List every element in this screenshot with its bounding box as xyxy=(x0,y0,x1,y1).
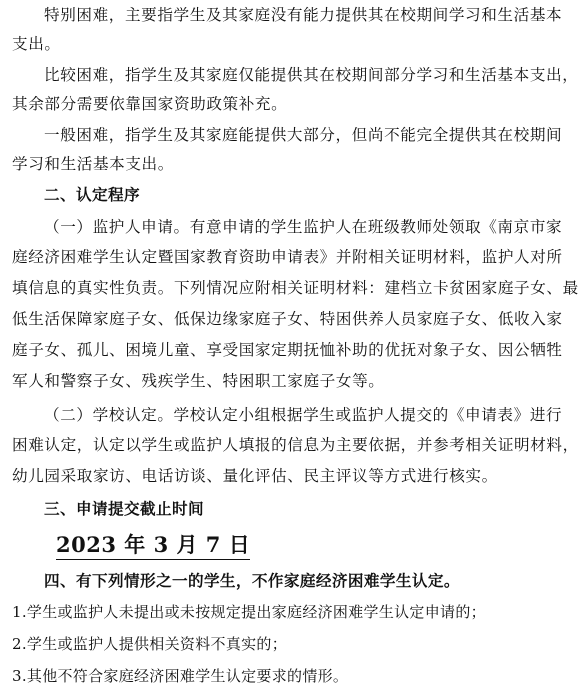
relative-difficulty-text: 比较困难，指学生及其家庭仅能提供其在校期间部分学习和生活基本支出， xyxy=(44,66,579,84)
section3-heading: 三、申请提交截止时间 xyxy=(44,500,204,518)
section4-heading: 四、有下列情形之一的学生，不作家庭经济困难学生认定。 xyxy=(44,572,460,590)
list-item: 1.学生或监护人未提出或未按规定提出家庭经济困难学生认定申请的； xyxy=(12,603,486,621)
section2-heading: 二、认定程序 xyxy=(44,186,140,204)
list-item: 2.学生或监护人提供相关资料不真实的； xyxy=(12,635,288,653)
general-difficulty-text: 一般困难，指学生及其家庭能提供大部分，但尚不能完全提供其在校期间 xyxy=(44,126,563,144)
guardian-application-text-2: 庭经济困难学生认定暨国家教育资助申请表》并附相关证明材料，监护人对所 xyxy=(12,248,563,266)
school-determination-text-3: 幼儿园采取家访、电话访谈、量化评估、民主评议等方式进行核实。 xyxy=(12,467,498,485)
general-difficulty-text-cont: 学习和生活基本支出。 xyxy=(12,155,174,173)
guardian-application-text-4: 低生活保障家庭子女、低保边缘家庭子女、特困供养人员家庭子女、低收入家 xyxy=(12,310,563,328)
guardian-application-text-5: 庭子女、孤儿、困境儿童、享受国家定期抚恤补助的优抚对象子女、因公牺牲 xyxy=(12,341,563,359)
special-difficulty-text-cont: 支出。 xyxy=(12,35,61,53)
relative-difficulty-text-cont: 其余部分需要依靠国家资助政策补充。 xyxy=(12,95,288,113)
deadline-date: 2023 年 3 月 7 日 xyxy=(56,532,250,560)
guardian-application-text: （一）监护人申请。有意申请的学生监护人在班级教师处领取《南京市家 xyxy=(44,218,563,236)
school-determination-text-2: 困难认定，认定以学生或监护人填报的信息为主要依据，并参考相关证明材料， xyxy=(12,436,579,454)
school-determination-text: （二）学校认定。学校认定小组根据学生或监护人提交的《申请表》进行 xyxy=(44,406,563,424)
guardian-application-text-3: 填信息的真实性负责。下列情况应附相关证明材料：建档立卡贫困家庭子女、最 xyxy=(12,279,579,297)
list-item: 3.其他不符合家庭经济困难学生认定要求的情形。 xyxy=(12,667,349,685)
special-difficulty-text: 特别困难，主要指学生及其家庭没有能力提供其在校期间学习和生活基本 xyxy=(44,6,563,24)
guardian-application-text-6: 军人和警察子女、残疾学生、特困职工家庭子女等。 xyxy=(12,372,385,390)
